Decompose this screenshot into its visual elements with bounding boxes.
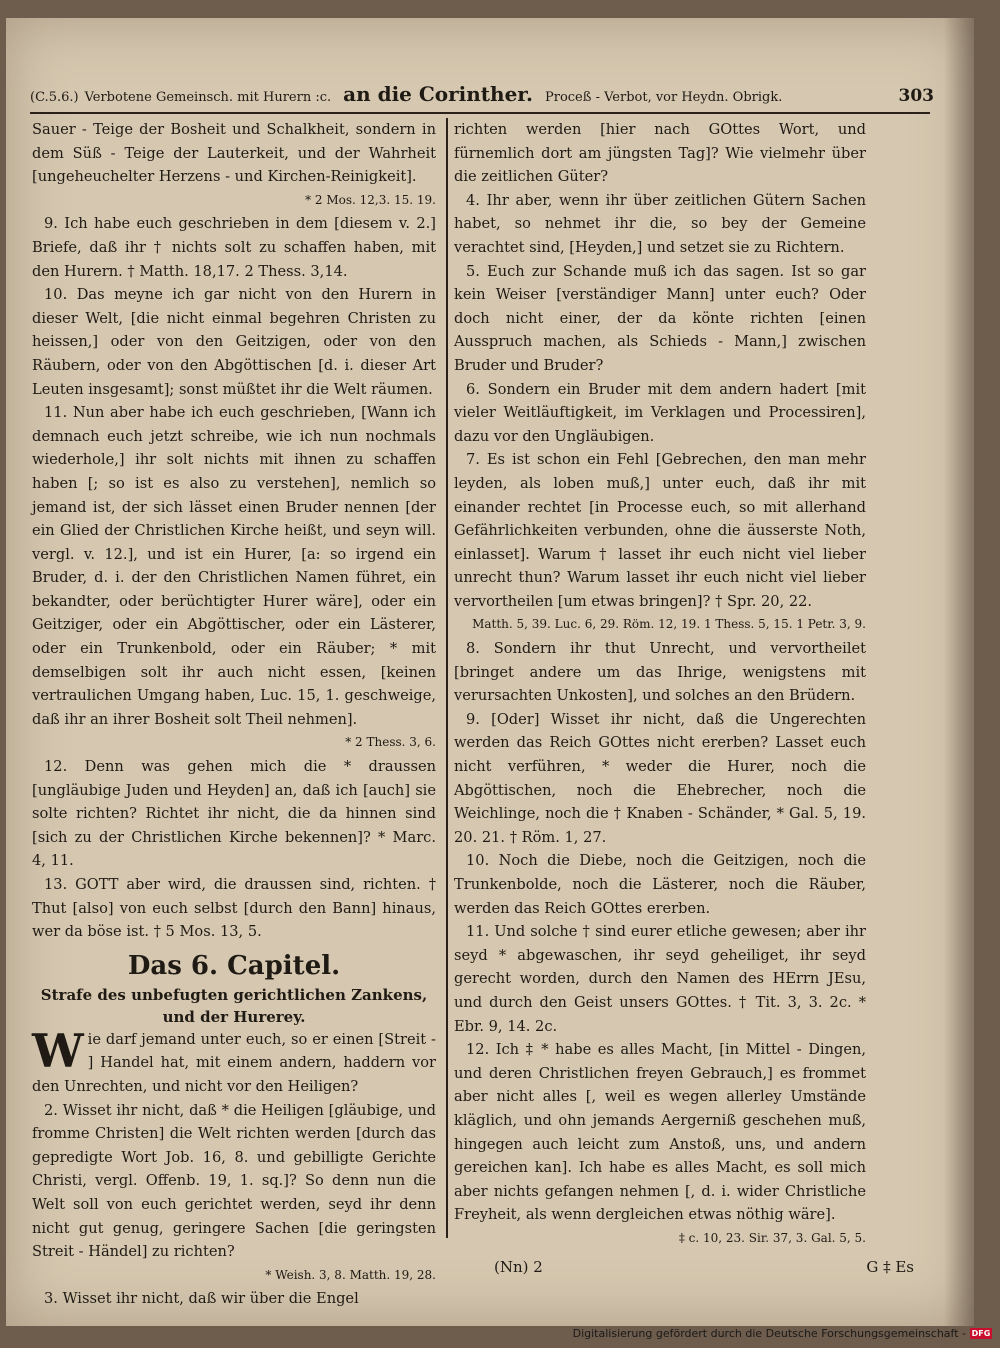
book-page	[6, 18, 974, 1326]
drop-capital: W	[32, 1023, 84, 1078]
stamp-text: Digitalisierung gefördert durch die Deutsche Forschungsgemeinschaft -	[572, 1326, 966, 1340]
verse-block: 3. Wisset ihr nicht, daß wir über die Engel	[44, 1290, 359, 1308]
page-footer	[454, 1258, 914, 1282]
verse-block: ie darf jemand unter euch, so er einen [Streit - ] Handel hat, mit einem andern, haddern vor den Unrechten, und nicht vor den Heiligen?	[32, 1030, 436, 1095]
catchword: G ‡ Es	[866, 1258, 914, 1276]
right-column	[454, 118, 866, 1245]
chapter-summary: Strafe des unbefugten gerichtlichen Zankens, und der Hurerey.	[40, 985, 428, 1026]
cross-reference: ‡ c. 10, 23. Sir. 37, 3. Gal. 5, 5.	[678, 1230, 866, 1245]
verse-block: 9. [Oder] Wisset ihr nicht, daß die Ungerechten werden das Reich GOttes nicht ererben? Lasset euch nicht verführen, * weder die Hurer, noch die Abgöttischen, noch die Ehebrecher, noch die Weichlinge, noch die † Knaben - Schänder, * Gal. 5, 19. 20. 21. † Röm. 1, 27.	[454, 710, 866, 846]
verse-block: 9. Ich habe euch geschrieben in dem [diesem v. 2.] Briefe, daß ihr † nichts solt zu schaffen haben, mit den Hurern. † Matth. 18,17. 2 Thess. 3,14.	[32, 215, 436, 280]
running-header	[30, 82, 934, 110]
header-right-summary: Proceß - Verbot, vor Heydn. Obrigk.	[544, 90, 783, 105]
verse-block: Sauer - Teige der Bosheit und Schalkheit, sondern in dem Süß - Teige der Lauterkeit, und der Wahrheit [ungeheuchelter Herzens - und Kirchen-Reinigkeit].	[32, 121, 436, 186]
signature-mark: (Nn) 2	[494, 1258, 543, 1276]
verse-block: richten werden [hier nach GOttes Wort, und fürnemlich dort am jüngsten Tag]? Wie vielmehr über die zeitlichen Güter?	[454, 121, 866, 186]
verse-block: 12. Ich ‡ * habe es alles Macht, [in Mittel - Dingen, und deren Christlichen freyen Gebrauch,] es frommet aber nicht alles [, weil es wegen allerley Umstände kläglich, und ohn jemands Aergerniß geschehen muß, hingegen auch leicht zum Anstoß, uns, und andern gereichen kan]. Ich habe es alles Macht, es soll mich aber nichts gefangen nehmen [, d. i. wider Christliche Freyheit, als wenn dergleichen etwas nöthig wäre].	[454, 1041, 866, 1224]
chapter-title: Das 6. Capitel.	[127, 950, 341, 981]
cross-reference: * Weish. 3, 8. Matth. 19, 28.	[265, 1267, 436, 1282]
verse-block: 4. Ihr aber, wenn ihr über zeitlichen Gütern Sachen habet, so nehmet ihr die, so bey der Gemeine verachtet sind, [Heyden,] und setzet sie zu Richtern.	[454, 191, 866, 256]
page-number: 303	[898, 86, 934, 106]
header-title: an die Corinther.	[343, 82, 533, 106]
verse-block: 6. Sondern ein Bruder mit dem andern hadert [mit vieler Weitläuftigkeit, im Verklagen und Processiren], dazu vor den Ungläubigen.	[454, 380, 866, 445]
dfg-logo: DFG	[971, 1328, 991, 1338]
cross-reference: * 2 Thess. 3, 6.	[345, 735, 436, 750]
header-rule	[30, 112, 930, 114]
verse-block: 11. Nun aber habe ich euch geschrieben, [Wann ich demnach euch jetzt schreibe, wie ich nun nochmals wiederhole,] ihr solt nichts mit ihnen zu schaffen haben [; so ist es also zu verstehen], nemlich so jemand ist, der sich lässet einen Bruder nennen [der ein Glied der Christlichen Kirche heißt, und seyn will. vergl. v. 12.], und ist ein Hurer, [a: so irgend ein Bruder, d. i. der den Christlichen Namen führet, ein bekandter, oder berüchtigter Hurer wäre], oder ein Geitziger, oder ein Abgöttischer, oder ein Lästerer, oder ein Trunkenbold, oder ein Räuber; * mit demselbigen solt ihr auch nicht essen, [keinen vertraulichen Umgang haben, Luc. 15, 1. geschweige, daß ihr an ihrer Bosheit solt Theil nehmen].	[32, 404, 436, 728]
header-left-summary: Verbotene Gemeinsch. mit Hurern :c.	[84, 90, 332, 105]
verse-block: 11. Und solche † sind eurer etliche gewesen; aber ihr seyd * abgewaschen, ihr seyd geheiliget, ihr seyd gerecht worden, durch den Namen des HErrn JEsu, und durch den Geist unsers GOttes. † Tit. 3, 3. 2c. * Ebr. 9, 14. 2c.	[454, 923, 866, 1035]
cross-reference: * 2 Mos. 12,3. 15. 19.	[305, 192, 436, 207]
verse-block: 8. Sondern ihr thut Unrecht, und vervortheilet [bringet andere um das Ihrige, wenigstens mit verursachten Unkosten], und solches an den Brüdern.	[454, 640, 866, 705]
verse-block: 7. Es ist schon ein Fehl [Gebrechen, den man mehr leyden, als loben muß,] unter euch, daß ihr mit einander rechtet [in Processe euch, so mit allerhand Gefährlichkeiten verbunden, ohne die äusserste Noth, einlasset]. Warum † lasset ihr euch nicht viel lieber unrecht thun? Warum lasset ihr euch nicht viel lieber vervortheilen [um etwas bringen]? † Spr. 20, 22.	[454, 451, 866, 610]
header-marker: (C.5.6.)	[30, 90, 79, 105]
page-edge-shadow	[944, 18, 974, 1326]
verse-block: 2. Wisset ihr nicht, daß * die Heiligen [gläubige, und fromme Christen] die Welt richten werden [durch das gepredigte Wort Job. 16, 8. und gebilligte Gerichte Christi, vergl. Offenb. 19, 1. sq.]? So denn nun die Welt soll von euch gerichtet werden, seyd ihr denn nicht gut genug, geringere Sachen [die geringsten Streit - Händel] zu richten?	[32, 1101, 436, 1261]
digitization-stamp	[573, 1324, 992, 1342]
cross-reference: Matth. 5, 39. Luc. 6, 29. Röm. 12, 19. 1 Thess. 5, 15. 1 Petr. 3, 9.	[472, 617, 866, 632]
verse-block: 5. Euch zur Schande muß ich das sagen. Ist so gar kein Weiser [verständiger Mann] unter euch? Oder doch nicht einer, der da könte richten [einen Ausspruch machen, als Schieds - Mann,] zwischen Bruder und Bruder?	[454, 262, 866, 374]
verse-block: 12. Denn was gehen mich die * draussen [ungläubige Juden und Heyden] an, daß ich [auch] sie solte richten? Richtet ihr nicht, die da hinnen sind [sich zu der Christlichen Kirche bekennen]? * Marc. 4, 11.	[32, 758, 436, 870]
column-divider	[446, 118, 448, 1238]
verse-block: 10. Noch die Diebe, noch die Geitzigen, noch die Trunkenbolde, noch die Lästerer, noch die Räuber, werden das Reich GOttes ererben.	[454, 852, 866, 917]
left-column	[32, 118, 436, 1308]
verse-block: 10. Das meyne ich gar nicht von den Hurern in dieser Welt, [die nicht einmal begehren Christen zu heissen,] oder von den Geitzigen, oder von den Räubern, oder von den Abgöttischen [d. i. dieser Art Leuten insgesamt]; sonst müßtet ihr die Welt räumen.	[32, 286, 436, 398]
verse-block: 13. GOTT aber wird, die draussen sind, richten. † Thut [also] von euch selbst [durch den Bann] hinaus, wer da böse ist. † 5 Mos. 13, 5.	[32, 876, 436, 941]
